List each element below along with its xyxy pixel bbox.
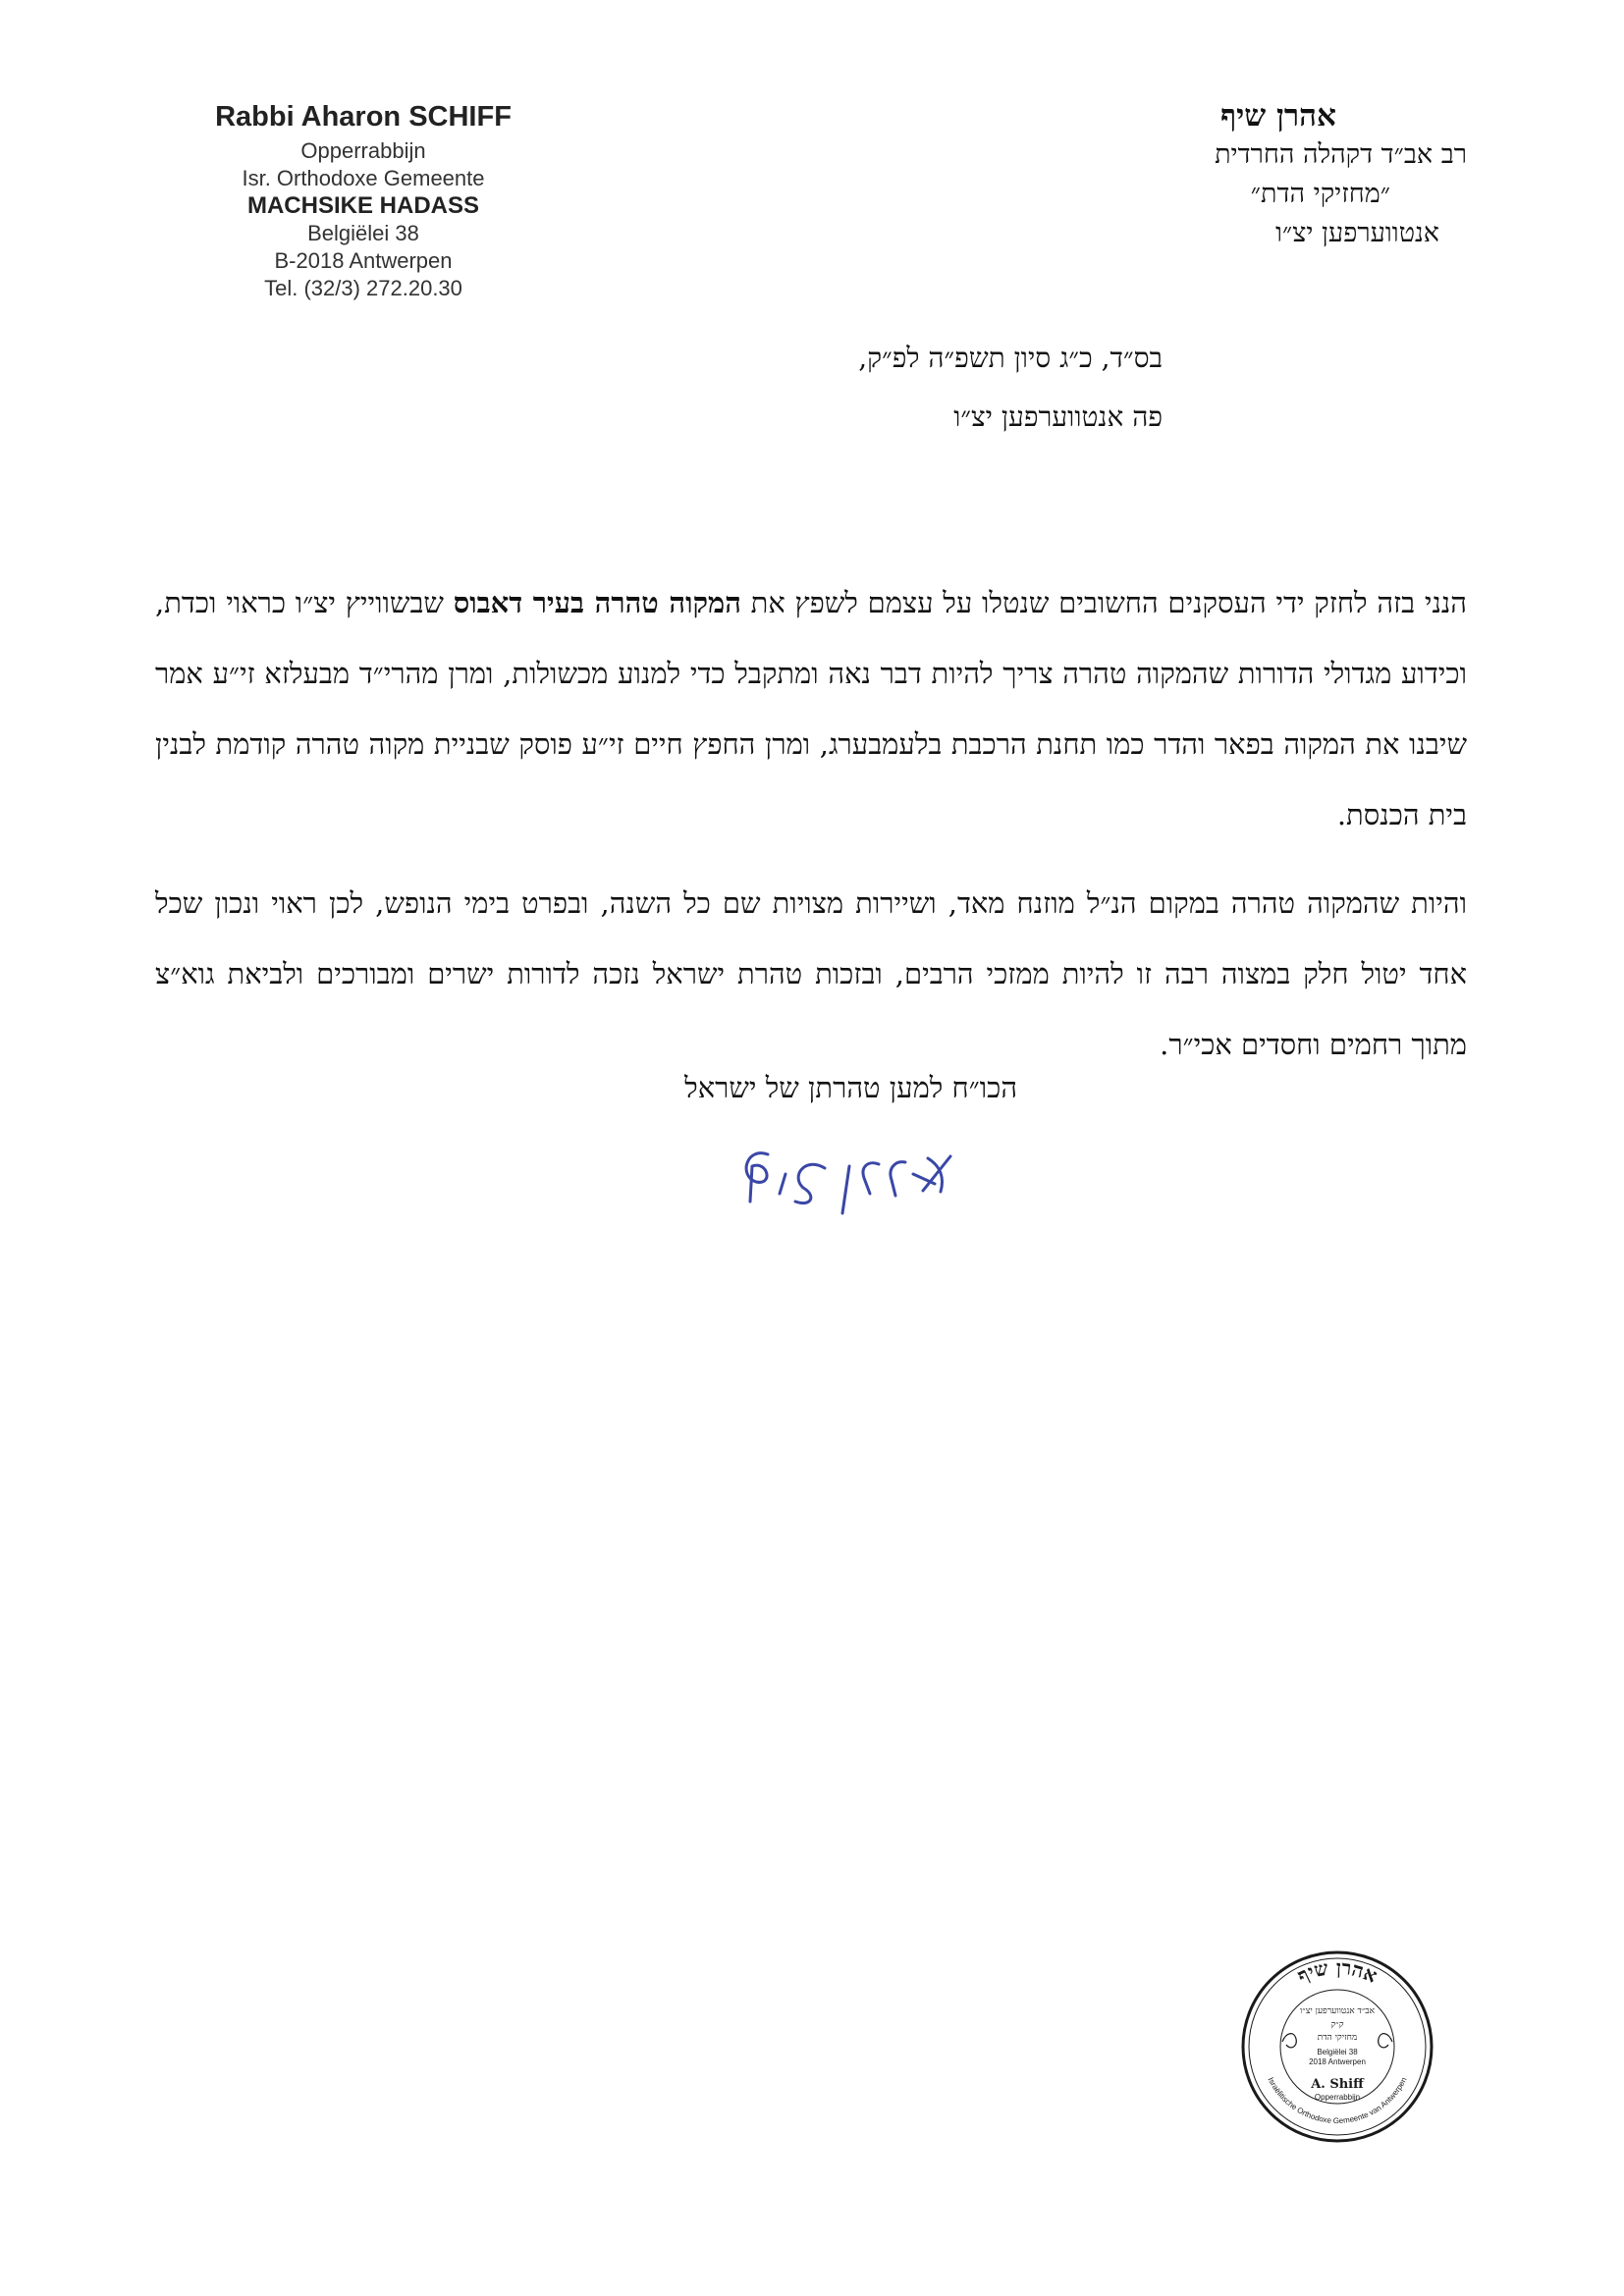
- paragraph-1-emphasis: המקוה טהרה בעיר דאבוס: [453, 586, 741, 619]
- city-address: B-2018 Antwerpen: [274, 248, 453, 273]
- rabbi-name-en: Rabbi Aharon SCHIFF: [215, 101, 512, 133]
- street-address: Belgiëlei 38: [307, 221, 419, 245]
- stamp-title-en: Opperrabbijn: [1314, 2093, 1361, 2102]
- organization-name-en: MACHSIKE HADASS: [246, 192, 479, 219]
- stamp-name-en: A. Shiff: [1311, 2077, 1364, 2092]
- stamp-street: Belgiëlei 38: [1317, 2048, 1358, 2056]
- rabbi-title-en: Opperrabbijn: [300, 138, 426, 163]
- svg-text:אהרן שיף: [1293, 1955, 1380, 1988]
- stamp-organization-he: מחזיקי הדת: [1317, 2033, 1358, 2043]
- letterhead-english: [167, 98, 560, 302]
- stamp-title-he: אב״ד אנטווערפען יצ״ו: [1300, 2006, 1375, 2016]
- city-name-he: אנטווערפען יצ״ו: [1275, 218, 1439, 248]
- body-paragraph-2: והיות שהמקוה טהרה במקום הנ״ל מוזנח מאד, ושיירות מצויות שם כל השנה, ובפרט בימי הנופש, לכן ראוי ונכון שכל אחד יטול חלק במצוה רבה זו להיות ממזכי הרבים, ובזכות טהרת ישראל נזכה לדורות ישרים ומבורכים ולביאת גוא״צ מתוך רחמים וחסדים אכי״ר.: [155, 886, 1467, 1061]
- date-block: [858, 329, 1163, 447]
- community-name-en: Isr. Orthodoxe Gemeente: [242, 166, 485, 190]
- stamp-ornament-right: [1379, 2034, 1392, 2048]
- stamp-kehila-he: ק״ק: [1330, 2020, 1344, 2030]
- letter-body: [155, 567, 1467, 1080]
- stamp-ornament-left: [1282, 2034, 1296, 2048]
- rabbi-title-he: רב אב״ד דקהלה החרדית: [1215, 139, 1467, 170]
- place-line: פה אנטווערפען יצ״ו: [953, 400, 1163, 433]
- official-stamp: [1239, 1949, 1435, 2145]
- rabbi-name-he: אהרן שיף: [1220, 98, 1336, 133]
- closing-line: הכו״ח למען טהרתן של ישראל: [684, 1071, 1017, 1104]
- stamp-name-he: אהרן שיף: [1293, 1954, 1381, 1988]
- handwritten-signature: [677, 1137, 962, 1225]
- phone-number: Tel. (32/3) 272.20.30: [264, 276, 462, 300]
- body-paragraph-1: [155, 567, 1467, 850]
- letterhead-hebrew: [1055, 96, 1467, 253]
- stamp-community-en: Israëlitische Orthodoxe Gemeente van Antwerpen: [1266, 2075, 1409, 2126]
- paragraph-1-lead: הנני בזה לחזק ידי העסקנים החשובים שנטלו על עצמם לשפץ את: [740, 586, 1467, 619]
- paragraph-1-rest: שבשווייץ יצ״ו כראוי וכדת, וכידוע מגדולי הדורות שהמקוה טהרה צריך להיות דבר נאה ומתקבל כדי למנוע מכשולות, ומרן מהרי״ד מבעלזא זי״ע אמר שיבנו את המקוה בפאר והדר כמו תחנת הרכבת בלעמבערג, ומרן החפץ חיים זי״ע פוסק שבניית מקוה טהרה קודמת לבנין בית הכנסת.: [155, 586, 1467, 831]
- date-line: בס״ד, כ״ג סיון תשפ״ה לפ״ק,: [858, 342, 1163, 374]
- organization-name-he: ״מחזיקי הדת״: [1250, 179, 1390, 209]
- stamp-city: 2018 Antwerpen: [1309, 2057, 1366, 2066]
